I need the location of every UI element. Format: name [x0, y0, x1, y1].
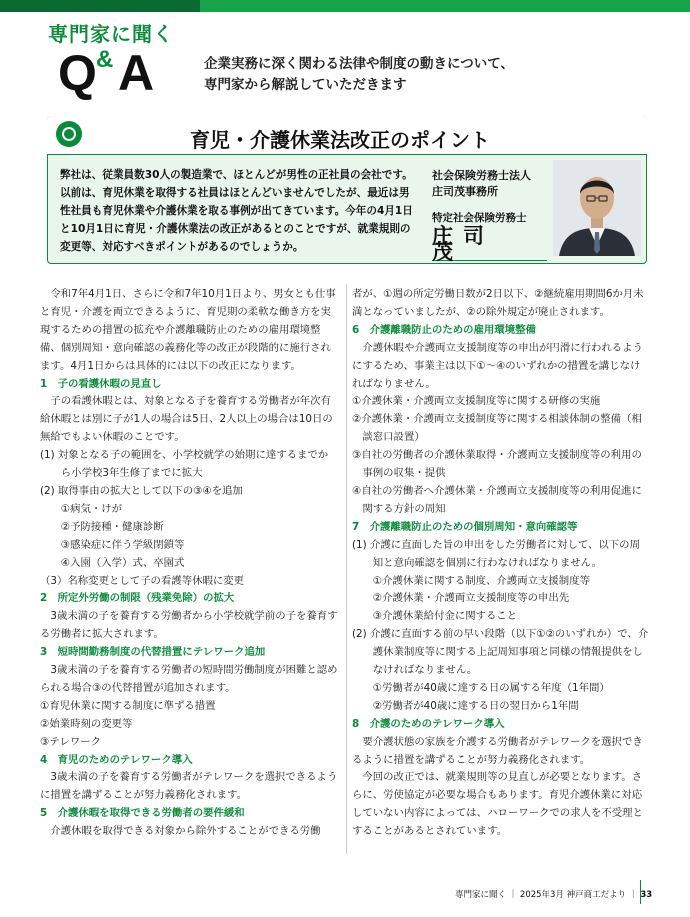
- series-description-line2: 専門家から解説していただきます: [204, 77, 407, 93]
- body-paragraph: ③感染症に伴う学級閉鎖等: [60, 538, 185, 551]
- series-description-line1: 企業実務に深く関わる法律や制度の動きについて、: [204, 56, 514, 72]
- body-paragraph: 介護休暇や介護両立支援制度等の申出が円滑に行われるようにするため、事業主は以下①～④のいずれかの措置を講じなければなりません。: [352, 341, 643, 390]
- question-text: 弊社は、従業員数30人の製造業で、ほとんどが男性の正社員の会社です。以前は、育児休業を取得する社員はほとんどいませんでしたが、最近は男性社員も育児休業や介護休業を取る事例が出てきています。今年の4月1日と10月1日に育児・介護休業法の改正があるとのことですが、就業規則の変更等、対応すべきポイントがあるのでしょうか。: [60, 169, 413, 253]
- column-divider: [346, 284, 347, 854]
- body-paragraph: ②介護休業・介護両立支援制度等に関する相談体制の整備（相談窓口設置）: [352, 413, 642, 444]
- body-paragraph: ③自社の労働者の介護休業取得・介護両立支援制度等の利用の事例の収集・提供: [352, 449, 642, 480]
- body-paragraph: ②始業時刻の変更等: [40, 717, 133, 730]
- body-paragraph: 子の看護休暇とは、対象となる子を養育する労働者が年次有給休暇とは別に子が1人の場合は5日、2人以上の場合は10日の無給でもよい休暇のことです。: [40, 395, 333, 444]
- series-title: 専門家に聞く: [48, 22, 174, 46]
- article-title: 育児・介護休業法改正のポイント: [190, 128, 490, 152]
- top-color-bar: [0, 0, 690, 12]
- author-portrait-icon: [553, 160, 641, 256]
- body-paragraph: ①介護休業に関する制度、介護両立支援制度等: [372, 574, 590, 587]
- body-paragraph: ①病気・けが: [60, 502, 123, 515]
- series-description: [204, 54, 514, 96]
- body-paragraph: ②労働者が40歳に達する日の翌日から1年間: [372, 699, 579, 712]
- body-paragraph: 要介護状態の家族を介護する労働者がテレワークを選択できるように措置を講ずることが努力義務化されます。: [352, 735, 643, 766]
- body-paragraph: 3歳未満の子を養育する労働者の短時間労働制度が困難と認められる場合③の代替措置が追加されます。: [40, 664, 338, 694]
- body-paragraph: ④入園（入学）式、卒園式: [60, 556, 185, 569]
- body-paragraph: 者が、①週の所定労働日数が2日以下、②継続雇用期間6か月未満となっていましたが、②の除外規定が廃止されます。: [352, 288, 644, 318]
- body-column-right: [352, 286, 650, 841]
- section-heading: 4 育児のためのテレワーク導入: [40, 753, 193, 766]
- body-paragraph: (1) 対象となる子の範囲を、小学校就学の始期に達するまでから小学校3年生修了までに拡大: [40, 449, 329, 480]
- section-heading: 1 子の看護休暇の見直し: [40, 377, 162, 390]
- section-heading: 2 所定外労働の制限（残業免除）の拡大: [40, 592, 235, 605]
- author-photo: [553, 160, 641, 256]
- qa-logo-q: Q: [58, 45, 97, 101]
- body-paragraph: (1) 介護に直面した旨の申出をした労働者に対して、以下の周知と意向確認を個別に行わなければなりません。: [352, 538, 640, 569]
- page-footer: [455, 888, 652, 900]
- body-paragraph: ②予防接種・健康診断: [60, 520, 164, 533]
- section-heading: 3 短時間勤務制度の代替措置にテレワーク追加: [40, 646, 266, 659]
- body-column-left: [40, 286, 338, 841]
- body-paragraph: 3歳未満の子を養育する労働者から小学校就学前の子を養育する労働者に拡大されます。: [40, 610, 338, 641]
- body-paragraph: 令和7年4月1日、さらに令和7年10月1日より、男女とも仕事と育児・介護を両立できるように、育児期の柔軟な働き方を実現するための措置の拡充や介護離職防止のための雇用環境整備、個別周知・意向確認の義務化等の改正が段階的に施行されます。4月1日からは具体的には以下の改正になります。: [40, 288, 336, 372]
- body-paragraph: ③介護休業給付金に関すること: [372, 610, 518, 623]
- author-name: 庄司 茂: [432, 228, 547, 261]
- body-paragraph: ②介護休業・介護両立支援制度等の申出先: [372, 592, 570, 605]
- author-org-line1: 社会保険労務士法人: [432, 169, 531, 182]
- body-paragraph: (2) 介護に直面する前の早い段階（以下①②のいずれか）で、介護休業制度等に関する上記周知事項と同様の情報提供をしなければなりません。: [352, 628, 649, 677]
- author-org-line2: 庄司茂事務所: [432, 185, 498, 198]
- section-heading: 8 介護のためのテレワーク導入: [352, 717, 505, 730]
- author-block: [432, 168, 552, 264]
- qa-logo-amp: &: [96, 46, 114, 73]
- body-paragraph: ③テレワーク: [40, 735, 102, 748]
- qa-logo-a: A: [118, 45, 155, 101]
- section-heading: 5 介護休暇を取得できる労働者の要件緩和: [40, 807, 245, 820]
- top-bar-light-segment: [200, 0, 690, 12]
- body-paragraph: ④自社の労働者へ介護休業・介護両立支援制度等の利用促進に関する方針の周知: [352, 484, 642, 515]
- body-paragraph: 介護休暇を取得できる対象から除外することができる労働: [50, 825, 321, 838]
- body-paragraph: ①介護休業・介護両立支援制度等に関する研修の実施: [352, 395, 601, 408]
- circle-badge-icon: [56, 121, 82, 147]
- author-role: 特定社会保険労務士: [432, 212, 527, 224]
- top-bar-dark-segment: [0, 0, 200, 12]
- body-paragraph: (2) 取得事由の拡大として以下の③④を追加: [40, 484, 243, 497]
- footer-text: 専門家に聞く ｜ 2025年3月 神戸商工だより ｜: [455, 890, 638, 900]
- body-paragraph: （3）名称変更として子の看護等休暇に変更: [40, 574, 245, 587]
- section-heading: 6 介護離職防止のための雇用環境整備: [352, 323, 536, 336]
- body-paragraph: 3歳未満の子を養育する労働者がテレワークを選択できるように措置を講ずることが努力義務化されます。: [40, 771, 338, 802]
- body-paragraph: 今回の改正では、就業規則等の見直しが必要となります。さらに、労使協定が必要な場合もあります。育児介護休業に対応していない内容によっては、ハローワークでの求人を不受理とすることがあるとされています。: [352, 771, 643, 838]
- page-number: 33: [640, 890, 653, 900]
- section-heading: 7 介護離職防止のための個別周知・意向確認等: [352, 520, 578, 533]
- body-paragraph: ①労働者が40歳に達する日の属する年度（1年間）: [372, 681, 610, 694]
- body-paragraph: ①育児休業に関する制度に準ずる措置: [40, 699, 216, 712]
